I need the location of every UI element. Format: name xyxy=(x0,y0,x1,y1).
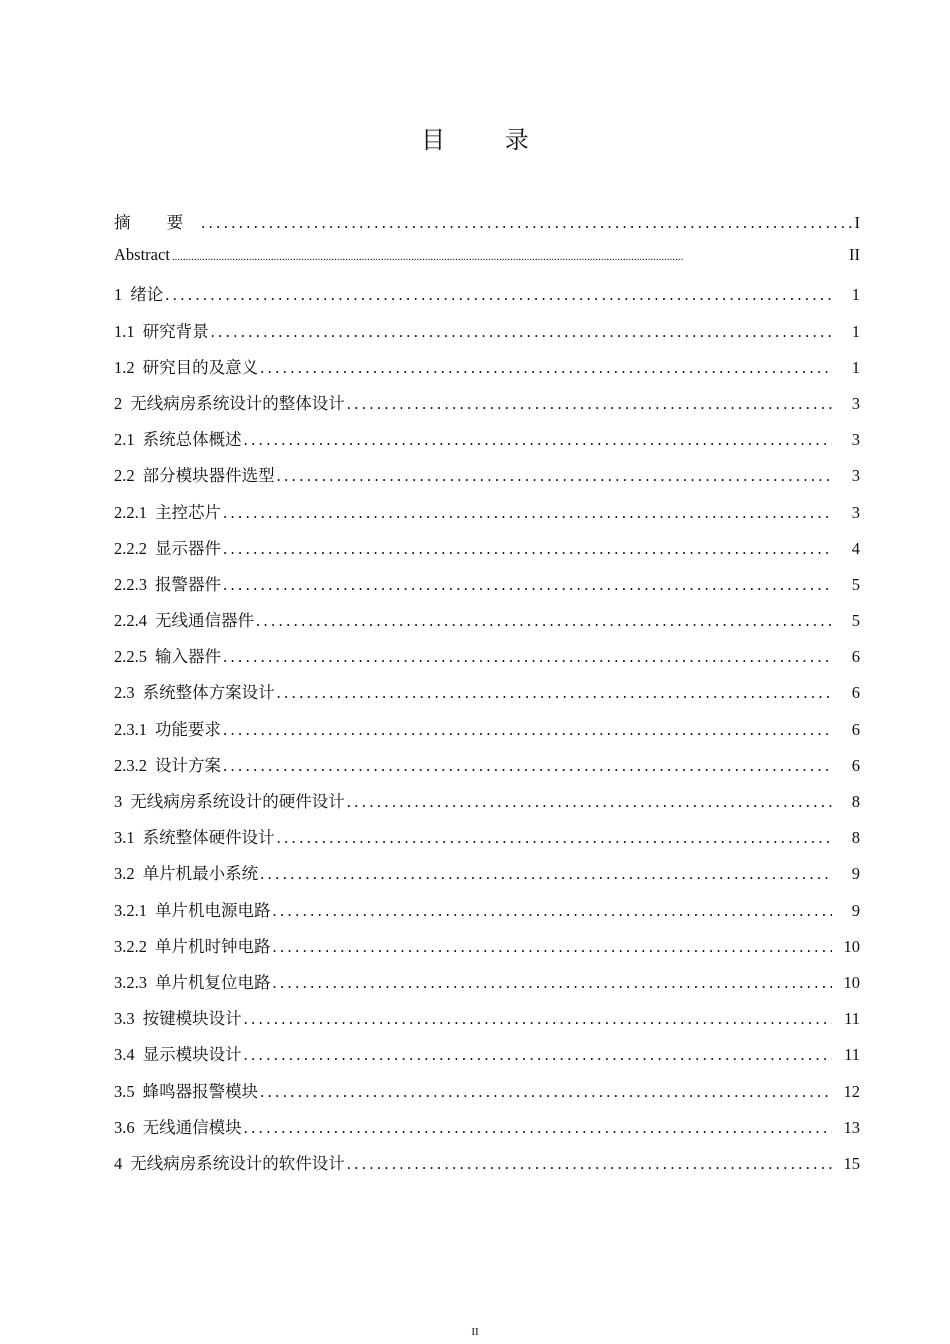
toc-entry-number: 1.2 xyxy=(114,357,135,377)
toc-leader-dots xyxy=(223,575,832,595)
toc-entry-title: 设计方案 xyxy=(155,755,221,775)
toc-entry-title: 无线病房系统设计的整体设计 xyxy=(130,393,345,413)
toc-entry-page: 11 xyxy=(844,1009,860,1029)
toc-entry[interactable] xyxy=(114,462,860,498)
toc-leader-dots xyxy=(347,792,832,812)
toc-leader-dots xyxy=(223,756,832,776)
toc-entry-title: 系统整体硬件设计 xyxy=(142,828,275,848)
toc-leader-dots xyxy=(172,251,847,263)
toc-entry[interactable] xyxy=(114,318,860,354)
toc-entry[interactable] xyxy=(114,1114,860,1150)
toc-entry[interactable] xyxy=(114,643,860,679)
toc-leader-dots xyxy=(260,864,832,884)
toc-entry-title: 单片机最小系统 xyxy=(142,864,259,884)
toc-entry-number: 2.2 xyxy=(114,466,135,486)
toc-entry-title: 功能要求 xyxy=(155,719,221,739)
toc-entry[interactable] xyxy=(114,426,860,462)
toc-entry[interactable] xyxy=(114,390,860,426)
toc-entry[interactable] xyxy=(114,1041,860,1077)
toc-entry-page: 6 xyxy=(851,719,860,739)
toc-entry-page: I xyxy=(854,213,860,232)
toc-entry[interactable] xyxy=(114,535,860,571)
toc-entry-page: 1 xyxy=(851,321,860,341)
toc-entry[interactable] xyxy=(114,281,860,317)
toc-leader-dots xyxy=(273,937,833,957)
toc-entry-title: 单片机电源电路 xyxy=(155,900,271,920)
toc-entry-page: 9 xyxy=(851,864,860,884)
toc-entry-title: 系统整体方案设计 xyxy=(142,683,275,703)
toc-entry-page: 10 xyxy=(843,972,860,992)
toc-entry-page: 6 xyxy=(851,755,860,775)
toc-leader-dots xyxy=(347,1154,832,1174)
toc-entry-title: 按键模块设计 xyxy=(142,1009,242,1029)
toc-leader-dots xyxy=(277,828,832,848)
toc-entry-page: 12 xyxy=(843,1081,860,1101)
toc-leader-dots xyxy=(277,683,832,703)
toc-entry-page: 1 xyxy=(851,285,860,305)
page-title: 目 录 xyxy=(421,126,555,154)
toc-entry-page: 5 xyxy=(851,574,860,594)
toc-leader-dots xyxy=(277,466,832,486)
toc-entry[interactable] xyxy=(114,933,860,969)
toc-entry-number: 2.2.5 xyxy=(114,647,147,667)
toc-entry-page: 9 xyxy=(851,900,860,920)
toc-entry-title: 无线通信模块 xyxy=(142,1117,242,1137)
toc-entry-title: 绪论 xyxy=(130,285,164,305)
toc-entry[interactable] xyxy=(114,354,860,390)
toc-leader-dots xyxy=(256,611,832,631)
toc-entry[interactable] xyxy=(114,1078,860,1114)
toc-entry-page: 3 xyxy=(851,393,860,413)
toc-entry-title: 主控芯片 xyxy=(155,502,221,522)
page-number: II xyxy=(471,1326,479,1338)
toc-entry-page: 4 xyxy=(851,538,860,558)
toc-entry[interactable] xyxy=(114,752,860,788)
toc-entry-page: 3 xyxy=(851,466,860,486)
toc-leader-dots xyxy=(273,901,833,921)
toc-leader-dots xyxy=(244,1009,832,1029)
toc-leader-dots xyxy=(260,1082,832,1102)
toc-entry-page: 8 xyxy=(851,792,860,811)
toc-entry-page: 6 xyxy=(851,647,860,667)
toc-entry-title: 输入器件 xyxy=(155,647,221,667)
toc-entry-title: 单片机复位电路 xyxy=(155,972,271,992)
toc-entry[interactable] xyxy=(114,679,860,715)
toc-entry-page: 11 xyxy=(844,1045,860,1065)
toc-leader-dots xyxy=(260,358,832,378)
toc-entry-number: 2.2.4 xyxy=(114,611,147,631)
toc-entry-number: 3.4 xyxy=(114,1045,135,1065)
toc-entry[interactable] xyxy=(114,788,860,824)
toc-entry-title: 显示模块设计 xyxy=(142,1045,242,1065)
toc-entry-page: 13 xyxy=(843,1117,860,1137)
toc-entry-page: 6 xyxy=(851,683,860,703)
toc-entry-title: 显示器件 xyxy=(155,538,221,558)
toc-leader-dots xyxy=(244,1045,832,1065)
toc-entry-title: Abstract xyxy=(114,245,170,265)
toc-entry-title: 研究背景 xyxy=(142,321,209,341)
toc-entry-number: 3.6 xyxy=(114,1117,135,1137)
toc-entry-page: 3 xyxy=(851,430,860,450)
toc-leader-dots xyxy=(223,647,832,667)
toc-entry-page: 15 xyxy=(843,1153,860,1173)
toc-entry-title: 单片机时钟电路 xyxy=(155,936,271,956)
toc-entry-number: 2.3 xyxy=(114,683,135,703)
toc-entry-number: 3.2.2 xyxy=(114,936,147,956)
toc-entry[interactable] xyxy=(114,1005,860,1041)
toc-entry[interactable] xyxy=(114,607,860,643)
toc-entry-title: 无线通信器件 xyxy=(155,611,254,631)
toc-entry-number: 3 xyxy=(114,792,123,811)
toc-leader-dots xyxy=(165,285,832,305)
toc-entry[interactable] xyxy=(114,499,860,535)
toc-entry-page: 10 xyxy=(843,936,860,956)
toc-leader-dots xyxy=(273,973,833,993)
toc-leader-dots xyxy=(244,1118,832,1138)
toc-entry[interactable] xyxy=(114,897,860,933)
toc-entry-title: 无线病房系统设计的软件设计 xyxy=(130,1153,345,1173)
toc-entry[interactable] xyxy=(114,716,860,752)
toc-entry-page: 3 xyxy=(851,502,860,522)
toc-entry-number: 3.1 xyxy=(114,828,135,848)
toc-entry-number: 3.2 xyxy=(114,864,135,884)
toc-entry-page: II xyxy=(849,245,860,265)
toc-leader-dots xyxy=(201,213,852,233)
toc-entry-number: 2.3.1 xyxy=(114,719,147,739)
toc-entry-number: 2.2.1 xyxy=(114,502,147,522)
toc-leader-dots xyxy=(223,503,832,523)
toc-entry-number: 3.3 xyxy=(114,1009,135,1029)
toc-entry[interactable] xyxy=(114,245,860,281)
toc-entry[interactable] xyxy=(114,571,860,607)
toc-entry-title: 系统总体概述 xyxy=(142,430,242,450)
toc-entry-title: 蜂鸣器报警模块 xyxy=(142,1081,259,1101)
toc-entry-number: 3.2.3 xyxy=(114,972,147,992)
toc-entry-number: 1 xyxy=(114,285,123,305)
toc-entry-title: 研究目的及意义 xyxy=(142,357,259,377)
toc-entry-number: 2.2.3 xyxy=(114,574,147,594)
toc-entry-page: 1 xyxy=(851,357,860,377)
toc-entry[interactable] xyxy=(114,824,860,860)
toc-entry-title: 摘 要 xyxy=(114,213,200,232)
toc-entry-number: 3.2.1 xyxy=(114,900,147,920)
toc-leader-dots xyxy=(211,322,832,342)
toc-leader-dots xyxy=(223,720,832,740)
toc-entry-number: 2.1 xyxy=(114,430,135,450)
toc-entry[interactable] xyxy=(114,860,860,896)
toc-entry[interactable] xyxy=(114,209,860,245)
toc-entry-number: 2.2.2 xyxy=(114,538,147,558)
toc-entry-title: 报警器件 xyxy=(155,574,221,594)
toc-leader-dots xyxy=(244,430,832,450)
toc-entry-page: 8 xyxy=(851,828,860,848)
toc-entry[interactable] xyxy=(114,969,860,1005)
toc-entry-number: 2.3.2 xyxy=(114,755,147,775)
toc-entry-number: 2 xyxy=(114,393,123,413)
toc-leader-dots xyxy=(347,394,832,414)
toc-entry-title: 无线病房系统设计的硬件设计 xyxy=(130,792,345,811)
toc-entry-page: 5 xyxy=(851,611,860,631)
toc-entry[interactable] xyxy=(114,1150,860,1186)
toc-entry-title: 部分模块器件选型 xyxy=(142,466,275,486)
toc-leader-dots xyxy=(223,539,832,559)
toc-entry-number: 3.5 xyxy=(114,1081,135,1101)
table-of-contents xyxy=(114,209,860,1186)
toc-entry-number: 1.1 xyxy=(114,321,135,341)
toc-entry-number: 4 xyxy=(114,1153,123,1173)
